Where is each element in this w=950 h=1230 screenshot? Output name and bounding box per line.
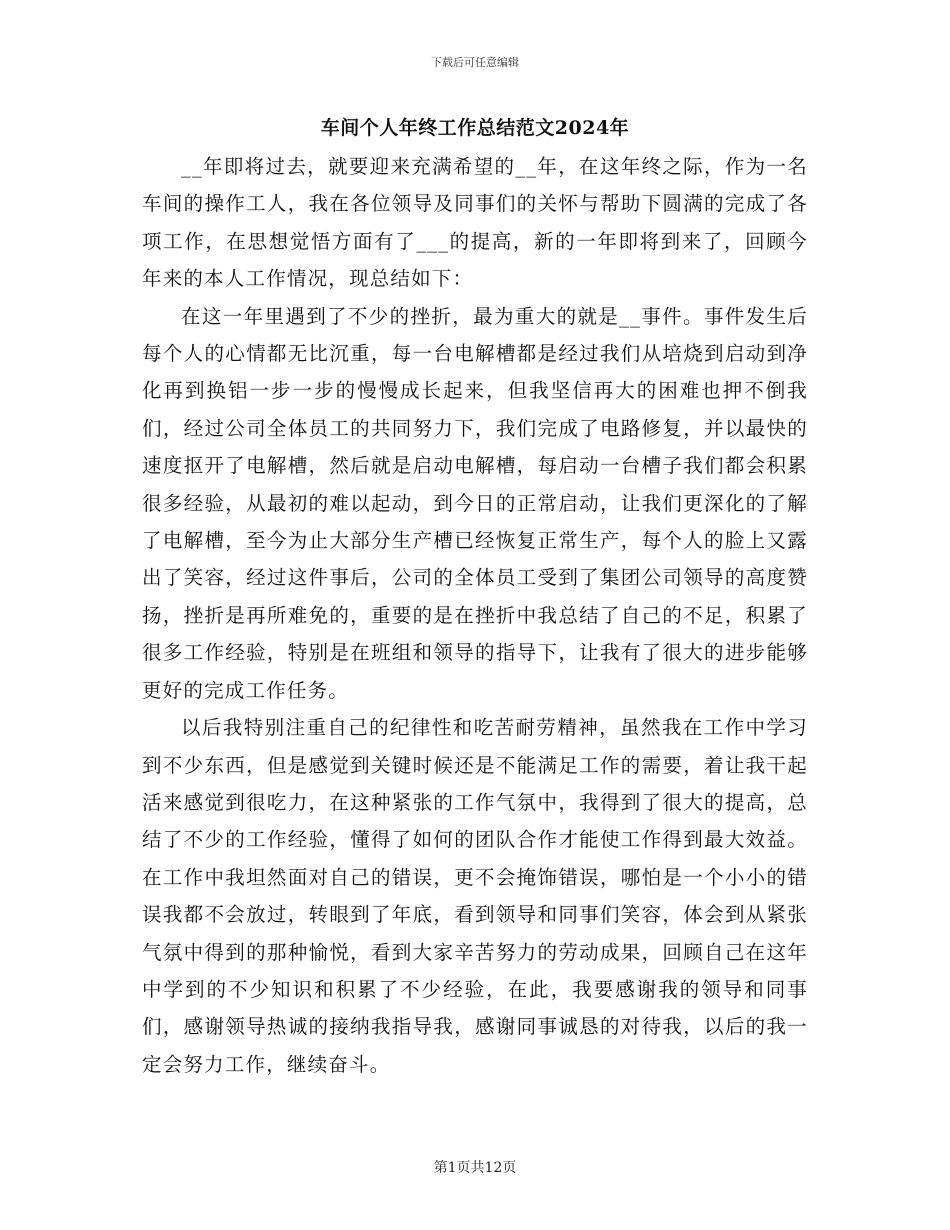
paragraph-intro: __年即将过去，就要迎来充满希望的__年，在这年终之际，作为一名车间的操作工人，我在各位领导及同事们的关怀与帮助下圆满的完成了各项工作，在思想觉悟方面有了___的提高，新的一年即将到来了，回顾今年来的本人工作情况，现总结如下： xyxy=(142,155,808,291)
page-number: 第1页共12页 xyxy=(433,1160,517,1176)
header-note: 下载后可任意编辑 xyxy=(431,56,519,69)
paragraph-setbacks: 在这一年里遇到了不少的挫折，最为重大的就是__事件。事件发生后每个人的心情都无比沉重，每一台电解槽都是经过我们从培烧到启动到净化再到换铝一步一步的慢慢成长起来，但我坚信再大的困难也押不倒我们，经过公司全体员工的共同努力下，我们完成了电路修复，并以最快的速度抠开了电解槽，然后就是启动电解槽，每启动一台槽子我们都会积累很多经验，从最初的难以起动，到今日的正常启动，让我们更深化的了解了电解槽，至今为止大部分生产槽已经恢复正常生产，每个人的脸上又露出了笑容，经过这件事后，公司的全体员工受到了集团公司领导的高度赞扬，挫折是再所难免的，重要的是在挫折中我总结了自己的不足，积累了很多工作经验，特别是在班组和领导的指导下，让我有了很大的进步能够更好的完成工作任务。 xyxy=(142,304,808,702)
document-title: 车间个人年终工作总结范文2024年 xyxy=(320,117,630,139)
document-body xyxy=(142,148,808,1083)
paragraph-discipline: 以后我特别注重自己的纪律性和吃苦耐劳精神，虽然我在工作中学习到不少东西，但是感觉到关键时候还是不能满足工作的需要，着让我干起活来感觉到很吃力，在这种紧张的工作气氛中，我得到了很大的提高，总结了不少的工作经验，懂得了如何的团队合作才能使工作得到最大效益。在工作中我坦然面对自己的错误，更不会掩饰错误，哪怕是一个小小的错误我都不会放过，转眼到了年底，看到领导和同事们笑容，体会到从紧张气氛中得到的那种愉悦，看到大家辛苦努力的劳动成果，回顾自己在这年中学到的不少知识和积累了不少经验，在此，我要感谢我的领导和同事们，感谢领导热诚的接纳我指导我，感谢同事诚恳的对待我，以后的我一定会努力工作，继续奋斗。 xyxy=(142,716,808,1076)
